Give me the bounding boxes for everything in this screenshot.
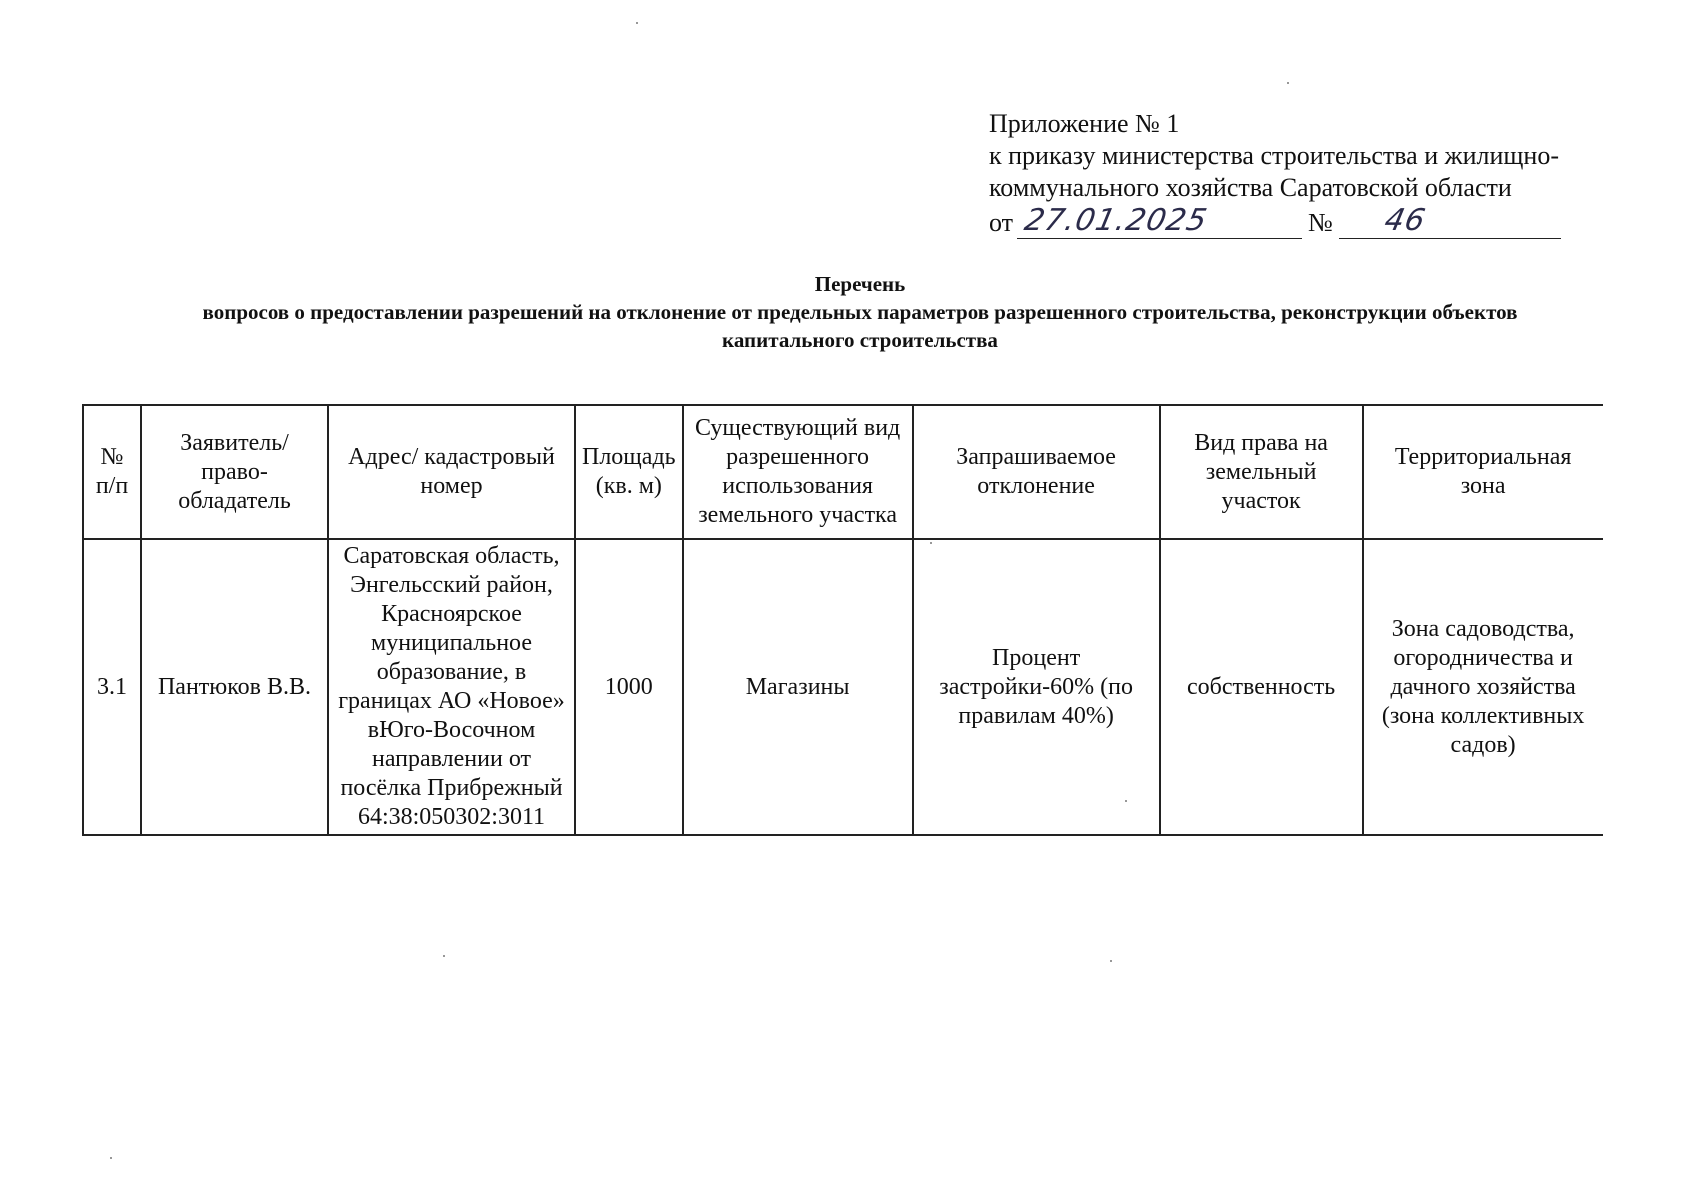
cell-zone: Зона садоводства, огородничества и дачного хозяйства (зона коллективных садов) <box>1363 539 1603 835</box>
cell-number: 3.1 <box>83 539 141 835</box>
header-number: № п/п <box>83 405 141 539</box>
header-address: Адрес/ кадастровый номер <box>328 405 575 539</box>
number-label: № <box>1308 208 1333 237</box>
header-right-type: Вид права на земельный участок <box>1160 405 1363 539</box>
header-current-use: Существующий вид разрешенного использования земельного участка <box>683 405 913 539</box>
cell-right-type: собственность <box>1160 539 1363 835</box>
scan-speck <box>443 955 445 957</box>
cell-address: Саратовская область, Энгельсский район, Красноярское муниципальное образование, в границах АО «Новое» вЮго-Восочном направлении от посёлка Прибрежный 64:38:050302:3011 <box>328 539 575 835</box>
handwritten-date: 27.01.2025 <box>1021 203 1211 238</box>
handwritten-number: 46 <box>1381 203 1429 238</box>
scan-speck <box>1125 800 1127 802</box>
table-row <box>83 539 1603 835</box>
title-line-2: вопросов о предоставлении разрешений на отклонение от предельных параметров разрешенного строительства, реконструкции объектов <box>202 300 1518 324</box>
cell-applicant: Пантюков В.В. <box>141 539 328 835</box>
date-prefix: от <box>989 208 1014 237</box>
title-line-1: Перечень <box>814 272 906 296</box>
scan-speck <box>1287 82 1289 84</box>
appendix-block <box>989 108 1609 239</box>
table-header-row <box>83 405 1603 539</box>
scan-speck <box>930 542 932 544</box>
header-area: Площадь (кв. м) <box>575 405 683 539</box>
title-line-3: капитального строительства <box>722 328 998 352</box>
appendix-order-line: к приказу министерства строительства и жилищно- <box>989 141 1559 170</box>
appendix-ministry-line: коммунального хозяйства Саратовской области <box>989 173 1512 202</box>
appendix-title: Приложение № 1 <box>989 109 1180 138</box>
scan-speck <box>636 22 638 24</box>
document-title <box>60 270 1660 354</box>
requests-table <box>82 404 1603 836</box>
cell-deviation: Процент застройки-60% (по правилам 40%) <box>913 539 1160 835</box>
scan-speck <box>110 1157 112 1159</box>
header-zone: Территориальная зона <box>1363 405 1603 539</box>
number-field <box>1339 204 1561 239</box>
cell-area: 1000 <box>575 539 683 835</box>
header-applicant: Заявитель/ право-обладатель <box>141 405 328 539</box>
appendix-date-number-row <box>989 204 1609 239</box>
date-field <box>1017 204 1302 239</box>
cell-current-use: Магазины <box>683 539 913 835</box>
header-deviation: Запрашиваемое отклонение <box>913 405 1160 539</box>
scan-speck <box>1110 960 1112 962</box>
